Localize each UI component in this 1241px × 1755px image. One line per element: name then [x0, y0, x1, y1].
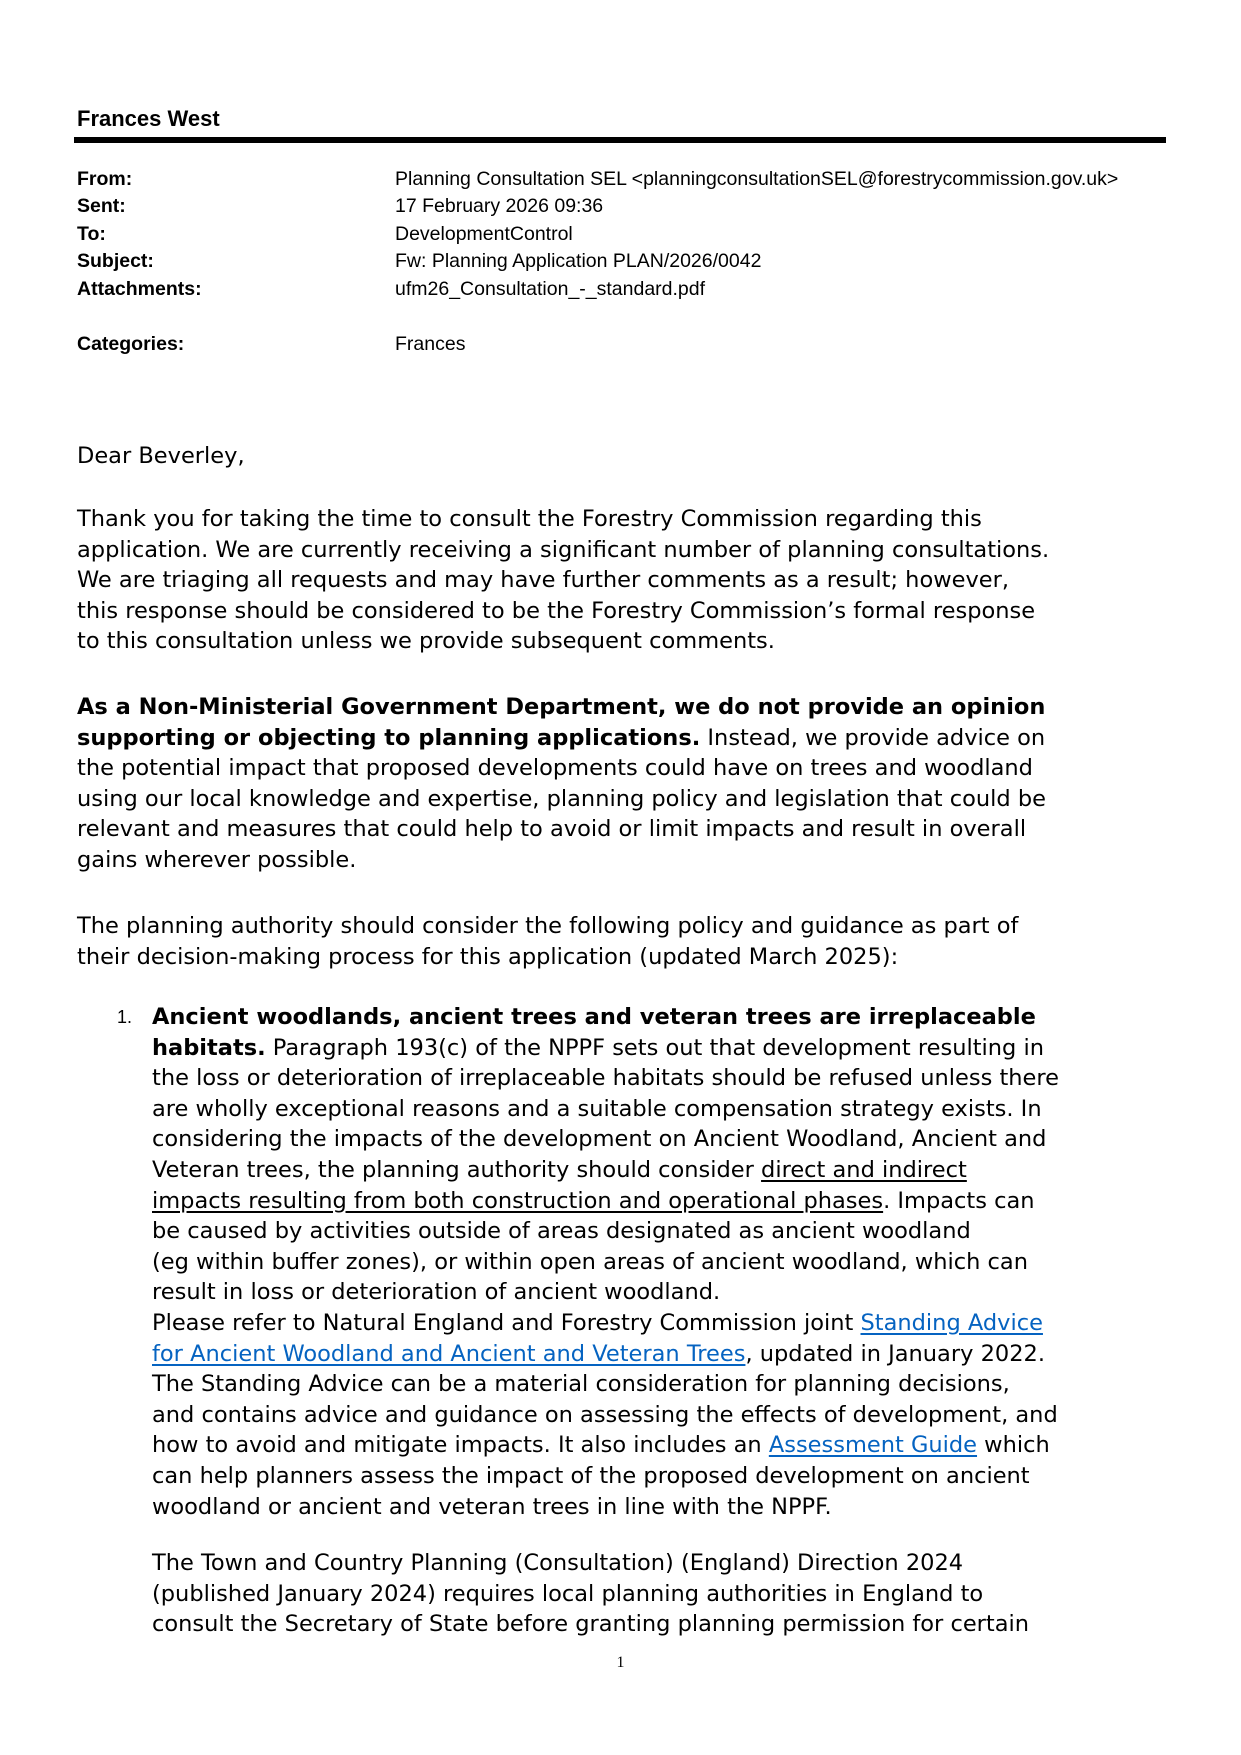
text-segment: consult the Secretary of State before granting planning permission for certain — [152, 1611, 1030, 1638]
text-segment: Instead, we provide advice on — [700, 724, 1046, 751]
bold-text: Ancient woodlands, ancient trees and veteran trees are irreplaceable — [152, 1004, 1036, 1030]
bold-text: supporting or objecting to planning applications. — [77, 724, 701, 751]
text-segment: The Town and Country Planning (Consultation) (England) Direction 2024 — [152, 1550, 964, 1576]
sent-label: Sent: — [77, 195, 126, 217]
to-label: To: — [77, 223, 106, 245]
sender-name: Frances West — [77, 106, 220, 131]
text-segment: how to avoid and mitigate impacts. It also includes an — [152, 1432, 769, 1459]
text-segment: We are triaging all requests and may have further comments as a result; however, — [77, 567, 1010, 594]
underlined-text: impacts resulting from both construction and operational phases — [152, 1187, 884, 1214]
text-segment: to this consultation unless we provide subsequent comments. — [77, 628, 775, 655]
text-line — [77, 942, 1018, 973]
text-line — [152, 1094, 1059, 1125]
text-segment: , updated in January 2022. — [745, 1340, 1045, 1367]
hyperlink[interactable]: Assessment Guide — [768, 1432, 978, 1459]
text-segment: and contains advice and guidance on assessing the effects of development, and — [152, 1401, 1058, 1428]
direction-paragraph — [152, 1548, 1029, 1640]
text-line — [152, 1369, 1059, 1400]
greeting — [77, 441, 245, 472]
text-segment: which — [977, 1432, 1050, 1459]
text-segment: gains wherever possible. — [77, 846, 357, 873]
text-line — [152, 1548, 1029, 1579]
subject-label: Subject: — [77, 250, 154, 272]
text-segment: Paragraph 193(c) of the NPPF sets out that development resulting in — [265, 1034, 1045, 1061]
text-segment: . Impacts can — [883, 1187, 1035, 1214]
text-line — [152, 1247, 1059, 1278]
text-segment: be caused by activities outside of areas designated as ancient woodland — [152, 1218, 971, 1245]
text-line — [77, 784, 1046, 815]
text-line — [152, 1339, 1059, 1370]
text-segment: are wholly exceptional reasons and a suitable compensation strategy exists. In — [152, 1095, 1042, 1122]
text-segment: Dear Beverley, — [77, 443, 245, 469]
text-line — [152, 1216, 1059, 1247]
text-line — [152, 1430, 1059, 1461]
text-line — [77, 814, 1046, 845]
text-segment: (eg within buffer zones), or within open areas of ancient woodland, which can — [152, 1248, 1028, 1275]
text-line — [152, 1492, 1059, 1523]
text-line — [77, 692, 1046, 723]
text-segment: The planning authority should consider the following policy and guidance as part of — [77, 913, 1019, 939]
bold-text: As a Non-Ministerial Government Department, we do not provide an opinion — [77, 694, 1046, 720]
text-line — [77, 753, 1046, 784]
text-line — [77, 441, 245, 472]
text-line — [152, 1063, 1059, 1094]
text-line — [152, 1277, 1059, 1308]
text-line — [152, 1033, 1059, 1064]
text-line — [152, 1609, 1029, 1640]
position-paragraph — [77, 692, 1046, 876]
text-line — [152, 1461, 1059, 1492]
hyperlink[interactable]: for Ancient Woodland and Ancient and Veteran Trees — [152, 1340, 746, 1367]
text-segment: The Standing Advice can be a material consideration for planning decisions, — [152, 1371, 1010, 1398]
list-number: 1. — [117, 1007, 133, 1027]
text-segment: relevant and measures that could help to avoid or limit impacts and result in overall — [77, 816, 1027, 843]
text-line — [77, 565, 1049, 596]
guidance-intro-paragraph — [77, 911, 1018, 972]
text-line — [152, 1186, 1059, 1217]
text-line — [152, 1155, 1059, 1186]
text-line — [152, 1308, 1059, 1339]
sent-value: 17 February 2026 09:36 — [395, 195, 604, 217]
hyperlink[interactable]: Standing Advice — [860, 1309, 1043, 1336]
text-segment: can help planners assess the impact of the proposed development on ancient — [152, 1462, 1030, 1489]
text-segment: considering the impacts of the development on Ancient Woodland, Ancient and — [152, 1126, 1047, 1153]
text-segment: result in loss or deterioration of ancient woodland. — [152, 1279, 721, 1306]
text-line — [77, 911, 1018, 942]
text-line — [77, 535, 1049, 566]
text-segment: Veteran trees, the planning authority should consider — [152, 1156, 762, 1183]
text-line — [152, 1579, 1029, 1610]
text-line — [152, 1124, 1059, 1155]
text-line — [152, 1002, 1059, 1033]
categories-label: Categories: — [77, 333, 185, 355]
attachment-file[interactable]: ufm26_Consultation_-_standard.pdf — [395, 278, 706, 300]
bold-text: habitats. — [152, 1034, 266, 1061]
to-value[interactable]: DevelopmentControl — [395, 223, 573, 245]
list-item-ancient-woodland — [152, 1002, 1059, 1522]
text-segment: the loss or deterioration of irreplaceable habitats should be refused unless there — [152, 1065, 1059, 1092]
text-segment: (published January 2024) requires local planning authorities in England to — [152, 1580, 984, 1607]
header-divider — [74, 137, 1166, 143]
page-number: 1 — [616, 1654, 625, 1671]
text-line — [152, 1400, 1059, 1431]
text-line — [77, 723, 1046, 754]
text-line — [77, 596, 1049, 627]
text-segment: Please refer to Natural England and Forestry Commission joint — [152, 1309, 861, 1336]
text-segment: Thank you for taking the time to consult the Forestry Commission regarding this — [77, 506, 982, 532]
underlined-text: direct and indirect — [761, 1156, 967, 1183]
categories-value: Frances — [395, 333, 466, 355]
text-segment: the potential impact that proposed developments could have on trees and woodland — [77, 755, 1033, 782]
text-segment: woodland or ancient and veteran trees in line with the NPPF. — [152, 1493, 832, 1520]
text-segment: application. We are currently receiving a significant number of planning consultations. — [77, 536, 1050, 563]
subject-value: Fw: Planning Application PLAN/2026/0042 — [395, 250, 762, 272]
text-segment: using our local knowledge and expertise, planning policy and legislation that could be — [77, 785, 1046, 812]
text-line — [77, 504, 1049, 535]
intro-paragraph — [77, 504, 1049, 657]
from-label: From: — [77, 168, 133, 190]
text-segment: this response should be considered to be the Forestry Commission’s formal response — [77, 597, 1036, 624]
text-line — [77, 626, 1049, 657]
text-segment: their decision-making process for this application (updated March 2025): — [77, 943, 899, 970]
text-line — [77, 845, 1046, 876]
attachments-label: Attachments: — [77, 278, 202, 300]
from-value[interactable]: Planning Consultation SEL <planningconsultationSEL@forestrycommission.gov.uk> — [395, 168, 1119, 190]
